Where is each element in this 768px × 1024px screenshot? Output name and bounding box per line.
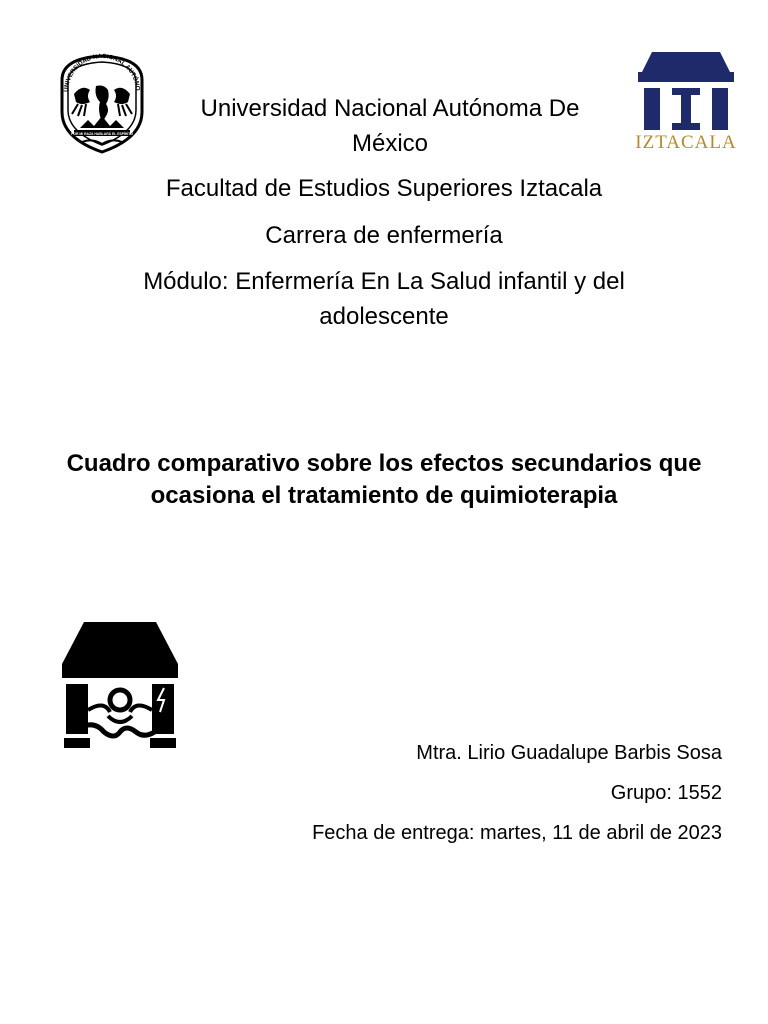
- group-number: Grupo: 1552: [610, 782, 722, 804]
- nursing-emblem-logo: [60, 620, 180, 755]
- university-name: Universidad Nacional Autónoma De México: [200, 95, 580, 157]
- career-name: Carrera de enfermería: [265, 222, 503, 249]
- unam-seal-logo: [52, 50, 152, 158]
- iztacala-wordmark: IZTACALA: [635, 132, 737, 153]
- delivery-date: Fecha de entrega: martes, 11 de abril de 2023: [312, 822, 722, 844]
- faculty-name: Facultad de Estudios Superiores Iztacala: [165, 175, 603, 202]
- teacher-name: Mtra. Lirio Guadalupe Barbis Sosa: [416, 742, 722, 764]
- unam-seal-arc-text: UNIVERSIDAD NACIONAL AUTÓNO: [62, 52, 142, 93]
- iztacala-logo: [620, 50, 752, 155]
- unam-motto: POR MI RAZA HABLARÁ EL ESPÍRITU: [71, 132, 133, 136]
- document-title: Cuadro comparativo sobre los efectos secundarios que ocasiona el tratamiento de quimioterapia: [66, 450, 702, 509]
- module-name: Módulo: Enfermería En La Salud infantil y del adolescente: [143, 268, 625, 330]
